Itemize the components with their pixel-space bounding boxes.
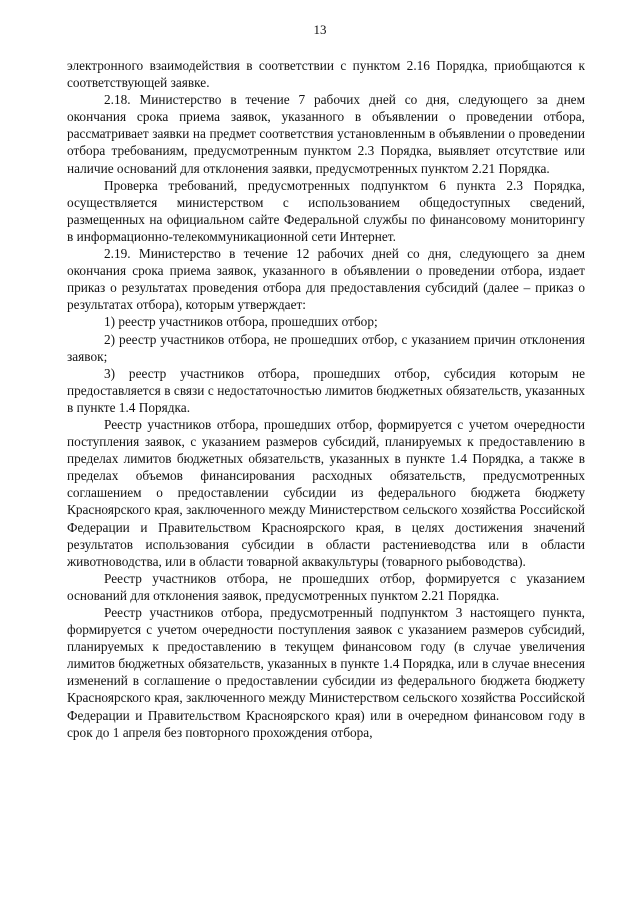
list-item: 1) реестр участников отбора, прошедших отбор; — [104, 314, 378, 330]
paragraph: 2.18. Министерство в течение 7 рабочих дней со дня, следующего за днем окончания срока приема заявок, указанного в объявлении о проведении отбора, рассматривает заявки на предмет соответствия установленным в объявлении о проведении отбора требованиям, предусмотренным пунктом 2.3 Порядка, выявляет отсутствие или наличие оснований для отклонения заявки, предусмотренных пунктом 2.21 Порядка. — [67, 92, 585, 176]
paragraph: 2.19. Министерство в течение 12 рабочих дней со дня, следующего за днем окончания срока приема заявок, указанного в объявлении о проведении отбора, издает приказ о результатах проведения отбора для предоставления субсидий (далее – приказ о результатах отбора), которым утверждает: — [67, 246, 585, 313]
paragraph: Проверка требований, предусмотренных подпунктом 6 пункта 2.3 Порядка, осуществляется министерством с использованием общедоступных сведений, размещенных на официальном сайте Федеральной службы по финансовому мониторингу в информационно-телекоммуникационной сети Интернет. — [67, 177, 585, 244]
paragraph: Реестр участников отбора, не прошедших отбор, формируется с указанием оснований для отклонения заявок, предусмотренных пунктом 2.21 Порядка. — [67, 570, 585, 603]
paragraph: электронного взаимодействия в соответствии с пунктом 2.16 Порядка, приобщаются к соответствующей заявке. — [67, 58, 585, 91]
list-item: 3) реестр участников отбора, прошедших отбор, субсидия которым не предоставляется в связи с недостаточностью лимитов бюджетных обязательств, указанных в пункте 1.4 Порядка. — [67, 365, 585, 415]
list-item: 2) реестр участников отбора, не прошедших отбор, с указанием причин отклонения заявок; — [67, 331, 585, 364]
paragraph: Реестр участников отбора, прошедших отбор, формируется с учетом очередности поступления заявок, с указанием размеров субсидий, планируемых к предоставлению в пределах лимитов бюджетных обязательств, указанных в пункте 1.4 Порядка, а также в пределах объемов финансирования расходных обязательств, предусмотренных соглашением о предоставлении субсидии из федерального бюджета бюджету Красноярского края, заключенного между Министерством сельского хозяйства Российской Федерации и Правительством Красноярского края, в целях достижения значений результатов использования субсидии в области растениеводства или в области животноводства, или в области товарной аквакультуры (товарного рыбоводства). — [67, 416, 585, 569]
paragraph: Реестр участников отбора, предусмотренный подпунктом 3 настоящего пункта, формируется с учетом очередности поступления заявок с указанием размеров субсидий, планируемых к предоставлению в текущем финансовом году (в случае увеличения лимитов бюджетных обязательств, указанных в пункте 1.4 Порядка, или в случае внесения изменений в соглашение о предоставлении субсидии из федерального бюджета бюджету Красноярского края, заключенного между Министерством сельского хозяйства Российской Федерации и Правительством Красноярского края) или в очередном финансовом году в срок до 1 апреля без повторного прохождения отбора, — [67, 605, 585, 740]
document-body — [67, 57, 585, 741]
page-number: 13 — [313, 22, 327, 37]
